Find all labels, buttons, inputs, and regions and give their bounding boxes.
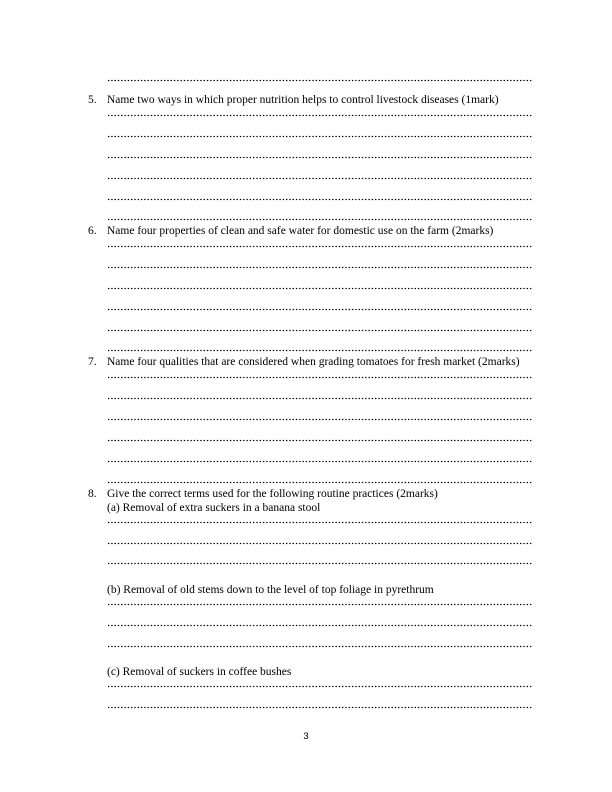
answer-line[interactable] bbox=[107, 109, 532, 120]
answer-line[interactable] bbox=[107, 151, 532, 162]
question-8b: (b) Removal of old stems down to the level of top foliage in pyrethrum bbox=[107, 584, 434, 596]
answer-line[interactable] bbox=[107, 455, 532, 466]
question-number: 8. bbox=[88, 488, 97, 500]
answer-line[interactable] bbox=[107, 74, 532, 85]
answer-line[interactable] bbox=[107, 476, 532, 487]
answer-line[interactable] bbox=[107, 392, 532, 403]
answer-line[interactable] bbox=[107, 344, 532, 355]
question-number: 7. bbox=[88, 356, 97, 368]
answer-line[interactable] bbox=[107, 537, 532, 548]
answer-line[interactable] bbox=[107, 324, 532, 335]
question-8 bbox=[88, 488, 438, 501]
question-text: Name two ways in which proper nutrition helps to control livestock diseases (1mark) bbox=[107, 94, 499, 106]
answer-line[interactable] bbox=[107, 680, 532, 691]
answer-line[interactable] bbox=[107, 303, 532, 314]
answer-line[interactable] bbox=[107, 213, 532, 224]
question-number: 5. bbox=[88, 94, 97, 106]
question-text: Give the correct terms used for the following routine practices (2marks) bbox=[107, 488, 438, 500]
answer-line[interactable] bbox=[107, 434, 532, 445]
answer-line[interactable] bbox=[107, 282, 532, 293]
answer-line[interactable] bbox=[107, 413, 532, 424]
page-number: 3 bbox=[303, 731, 309, 742]
answer-line[interactable] bbox=[107, 640, 532, 651]
question-text: Name four qualities that are considered when grading tomatoes for fresh market (2marks) bbox=[107, 356, 520, 368]
question-8c: (c) Removal of suckers in coffee bushes bbox=[107, 666, 292, 678]
question-number: 6. bbox=[88, 225, 97, 237]
question-6 bbox=[88, 225, 493, 238]
answer-line[interactable] bbox=[107, 261, 532, 272]
question-8a: (a) Removal of extra suckers in a banana stool bbox=[107, 502, 321, 514]
answer-line[interactable] bbox=[107, 172, 532, 183]
answer-line[interactable] bbox=[107, 619, 532, 630]
answer-line[interactable] bbox=[107, 701, 532, 712]
answer-line[interactable] bbox=[107, 193, 532, 204]
answer-line[interactable] bbox=[107, 130, 532, 141]
answer-line[interactable] bbox=[107, 598, 532, 609]
answer-line[interactable] bbox=[107, 557, 532, 568]
question-5 bbox=[88, 94, 499, 107]
answer-line[interactable] bbox=[107, 516, 532, 527]
question-text: Name four properties of clean and safe water for domestic use on the farm (2marks) bbox=[107, 225, 494, 237]
answer-line[interactable] bbox=[107, 371, 532, 382]
answer-line[interactable] bbox=[107, 240, 532, 251]
question-7 bbox=[88, 356, 520, 369]
